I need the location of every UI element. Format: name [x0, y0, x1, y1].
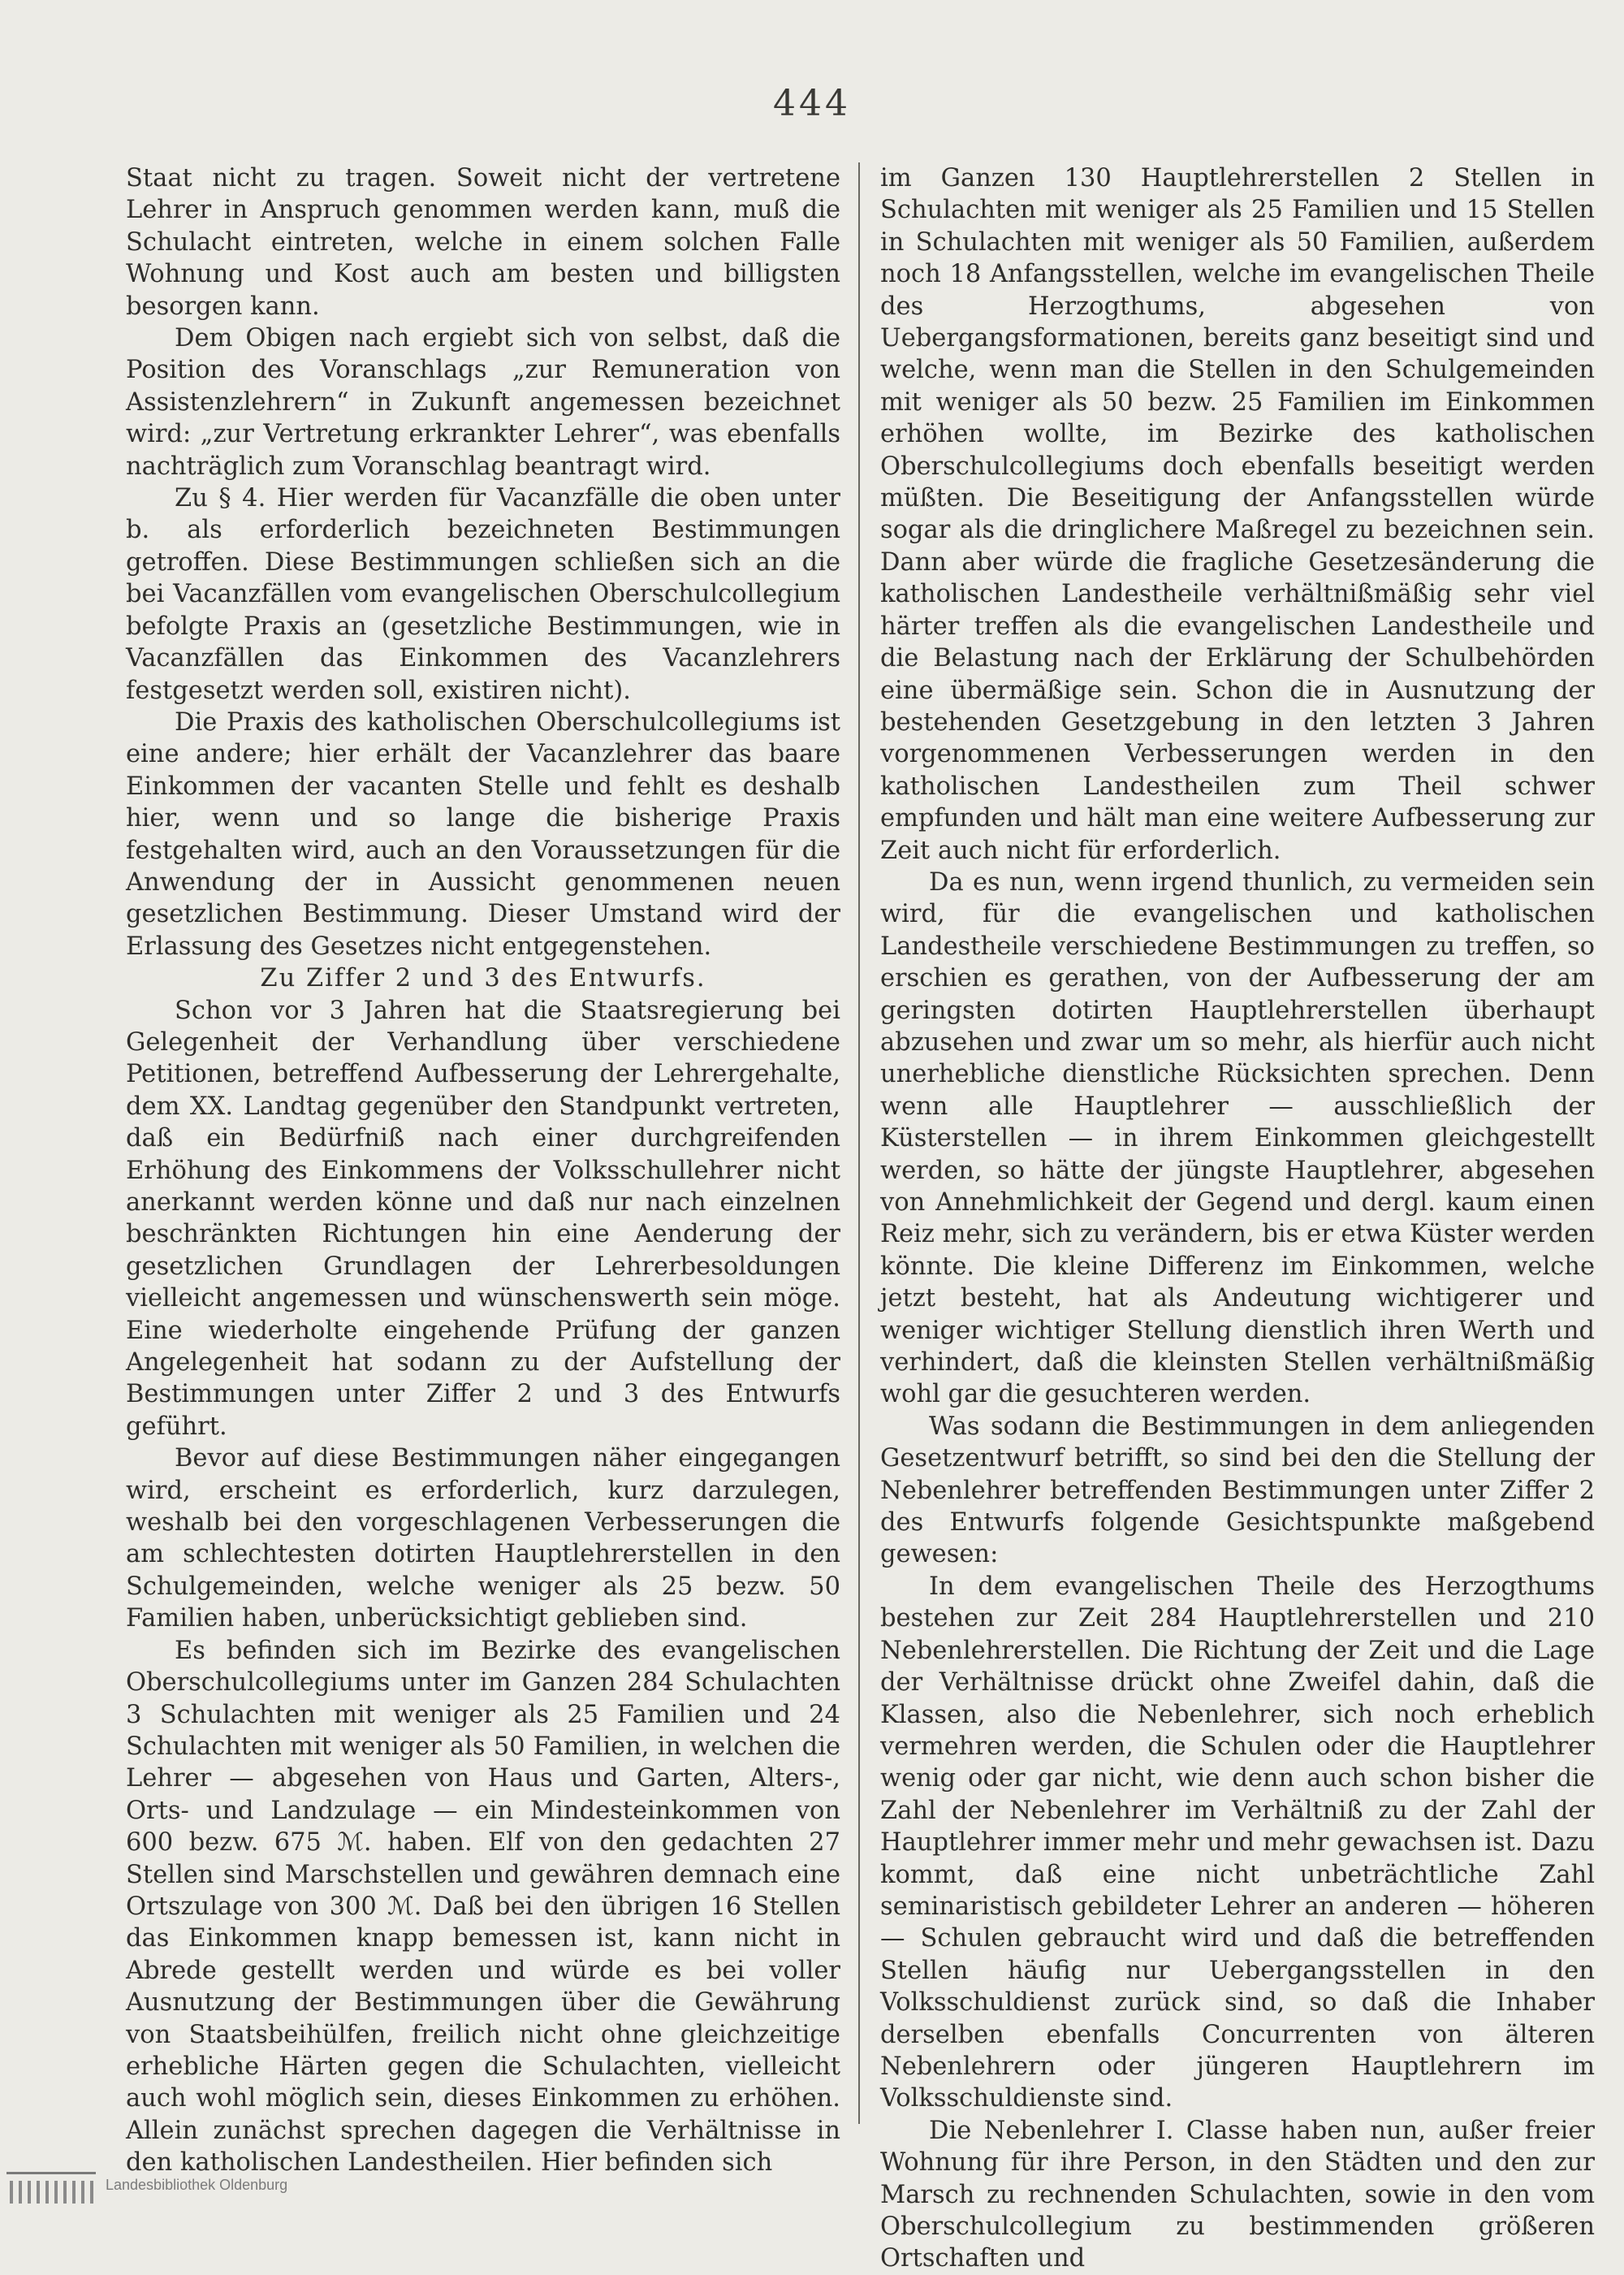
footer: [0, 2167, 1624, 2204]
page-number: 444: [773, 83, 851, 124]
paragraph: Dem Obigen nach ergiebt sich von selbst, daß die Position des Voranschlags „zur Remuneration von Assistenzlehrern“ in Zukunft angemessen bezeichnet wird: „zur Vertretung erkrankter Lehrer“, was ebenfalls nachträglich zum Voranschlag beantragt wird.: [126, 324, 840, 481]
paragraph: In dem evangelischen Theile des Herzogthums bestehen zur Zeit 284 Hauptlehrerstellen und 210 Nebenlehrerstellen. Die Richtung der Zeit und die Lage der Verhältnisse drückt ohne Zweifel dahin, daß die Klassen, also die Nebenlehrer, sich noch erheblich vermehren werden, die Schulen oder die Hauptlehrer wenig oder gar nicht, wie denn auch schon bisher die Zahl der Nebenlehrer im Verhältniß zu der Zahl der Hauptlehrer immer mehr und mehr gewachsen ist. Dazu kommt, daß eine nicht unbeträchtliche Zahl seminaristisch gebildeter Lehrer an anderen — höheren — Schulen gebraucht wird und daß die betreffenden Stellen häufig nur Uebergangsstellen in den Volksschuldienst zurück sind, so daß die Inhaber derselben ebenfalls Concurrenten von älteren Nebenlehrern oder jüngeren Hauptlehrern im Volksschuldienste sind.: [880, 1572, 1595, 2113]
paragraph: Bevor auf diese Bestimmungen näher eingegangen wird, erscheint es erforderlich, kurz darzulegen, weshalb bei den vorgeschlagenen Verbesserungen die am schlechtesten dotirten Hauptlehrerstellen in den Schulgemeinden, welche weniger als 25 bezw. 50 Familien haben, unberücksichtigt geblieben sind.: [126, 1444, 840, 1633]
library-building-icon: [6, 2172, 96, 2204]
library-name: Landesbibliothek Oldenburg: [106, 2177, 288, 2193]
right-text-column: [880, 162, 1595, 2273]
paragraph: Schon vor 3 Jahren hat die Staatsregierung bei Gelegenheit der Verhandlung über verschiedene Petitionen, betreffend Aufbesserung der Lehrergehalte, dem XX. Landtag gegenüber den Standpunkt vertreten, daß ein Bedürfniß nach einer durchgreifenden Erhöhung des Einkommens der Volksschullehrer nicht anerkannt werden könne und daß nur nach einzelnen beschränkten Richtungen hin eine Aenderung der gesetzlichen Grundlagen der Lehrerbesoldungen vielleicht angemessen und wünschenswerth sein möge. Eine wiederholte eingehende Prüfung der ganzen Angelegenheit hat sodann zu der Aufstellung der Bestimmungen unter Ziffer 2 und 3 des Entwurfs geführt.: [126, 996, 840, 1441]
paragraph: Staat nicht zu tragen. Soweit nicht der vertretene Lehrer in Anspruch genommen werden kann, muß die Schulacht eintreten, welche in einem solchen Falle Wohnung und Kost auch am besten und billigsten besorgen kann.: [126, 164, 840, 321]
left-text-column: [126, 162, 840, 2178]
paragraph: Zu § 4. Hier werden für Vacanzfälle die oben unter b. als erforderlich bezeichneten Bestimmungen getroffen. Diese Bestimmungen schließen sich an die bei Vacanzfällen vom evangelischen Oberschulcollegium befolgte Praxis an (gesetzliche Bestimmungen, wie in Vacanzfällen das Einkommen des Vacanzlehrers festgesetzt werden soll, existiren nicht).: [126, 484, 840, 705]
paragraph: im Ganzen 130 Hauptlehrerstellen 2 Stellen in Schulachten mit weniger als 25 Familien und 15 Stellen in Schulachten mit weniger als 50 Familien, außerdem noch 18 Anfangsstellen, welche im evangelischen Theile des Herzogthums, abgesehen von Uebergangsformationen, bereits ganz beseitigt sind und welche, wenn man die Stellen in den Schulgemeinden mit weniger als 50 bezw. 25 Familien im Einkommen erhöhen wollte, im Bezirke des katholischen Oberschulcollegiums doch ebenfalls beseitigt werden müßten. Die Beseitigung der Anfangsstellen würde sogar als die dringlichere Maßregel zu bezeichnen sein. Dann aber würde die fragliche Gesetzesänderung die katholischen Landestheile verhältnißmäßig sehr viel härter treffen als die evangelischen Landestheile und die Belastung nach der Erklärung der Schulbehörden eine übermäßige sein. Schon die in Ausnutzung der bestehenden Gesetzgebung in den letzten 3 Jahren vorgenommenen Verbesserungen werden in den katholischen Landestheilen zum Theil schwer empfunden und hält man eine weitere Aufbesserung zur Zeit auch nicht für erforderlich.: [880, 164, 1595, 865]
column-divider: [858, 162, 860, 2124]
paragraph: Die Nebenlehrer I. Classe haben nun, außer freier Wohnung für ihre Person, in den Städten und den zur Marsch zu rechnenden Schulachten, sowie in den vom Oberschulcollegium zu bestimmenden größeren Ortschaften und: [880, 2116, 1595, 2273]
paragraph: Was sodann die Bestimmungen in dem anliegenden Gesetzentwurf betrifft, so sind bei den die Stellung der Nebenlehrer betreffenden Bestimmungen unter Ziffer 2 des Entwurfs folgende Gesichtspunkte maßgebend gewesen:: [880, 1412, 1595, 1569]
section-heading: Zu Ziffer 2 und 3 des Entwurfs.: [260, 964, 706, 993]
paragraph: Es befinden sich im Bezirke des evangelischen Oberschulcollegiums unter im Ganzen 284 Schulachten 3 Schulachten mit weniger als 25 Familien und 24 Schulachten mit weniger als 50 Familien, in welchen die Lehrer — abgesehen von Haus und Garten, Alters-, Orts- und Landzulage — ein Mindesteinkommen von 600 bezw. 675 ℳ. haben. Elf von den gedachten 27 Stellen sind Marschstellen und gewähren demnach eine Ortszulage von 300 ℳ. Daß bei den übrigen 16 Stellen das Einkommen knapp bemessen ist, kann nicht in Abrede gestellt werden und würde es bei voller Ausnutzung der Bestimmungen über die Gewährung von Staatsbeihülfen, freilich nicht ohne gleichzeitige erhebliche Härten gegen die Schulachten, vielleicht auch wohl möglich sein, dieses Einkommen zu erhöhen. Allein zunächst sprechen dagegen die Verhältnisse in den katholischen Landestheilen. Hier befinden sich: [126, 1636, 840, 2178]
paragraph: Da es nun, wenn irgend thunlich, zu vermeiden sein wird, für die evangelischen und katholischen Landestheile verschiedene Bestimmungen zu treffen, so erschien es gerathen, von der Aufbesserung der am geringsten dotirten Hauptlehrerstellen überhaupt abzusehen und zwar um so mehr, als hierfür auch nicht unerhebliche dienstliche Rücksichten sprechen. Denn wenn alle Hauptlehrer — ausschließlich der Küsterstellen — in ihrem Einkommen gleichgestellt werden, so hätte der jüngste Hauptlehrer, abgesehen von Annehmlichkeit der Gegend und dergl. kaum einen Reiz mehr, sich zu verändern, bis er etwa Küster werden könnte. Die kleine Differenz im Einkommen, welche jetzt besteht, hat als Andeutung wichtigerer und weniger wichtiger Stellung dienstlich ihren Werth und verhindert, daß die kleinsten Stellen verhältnißmäßig wohl gar die gesuchteren werden.: [880, 867, 1595, 1409]
paragraph: Die Praxis des katholischen Oberschulcollegiums ist eine andere; hier erhält der Vacanzlehrer das baare Einkommen der vacanten Stelle und fehlt es deshalb hier, wenn und so lange die bisherige Praxis festgehalten wird, auch an den Voraussetzungen für die Anwendung der in Aussicht genommenen neuen gesetzlichen Bestimmung. Dieser Umstand wird der Erlassung des Gesetzes nicht entgegenstehen.: [126, 707, 840, 961]
